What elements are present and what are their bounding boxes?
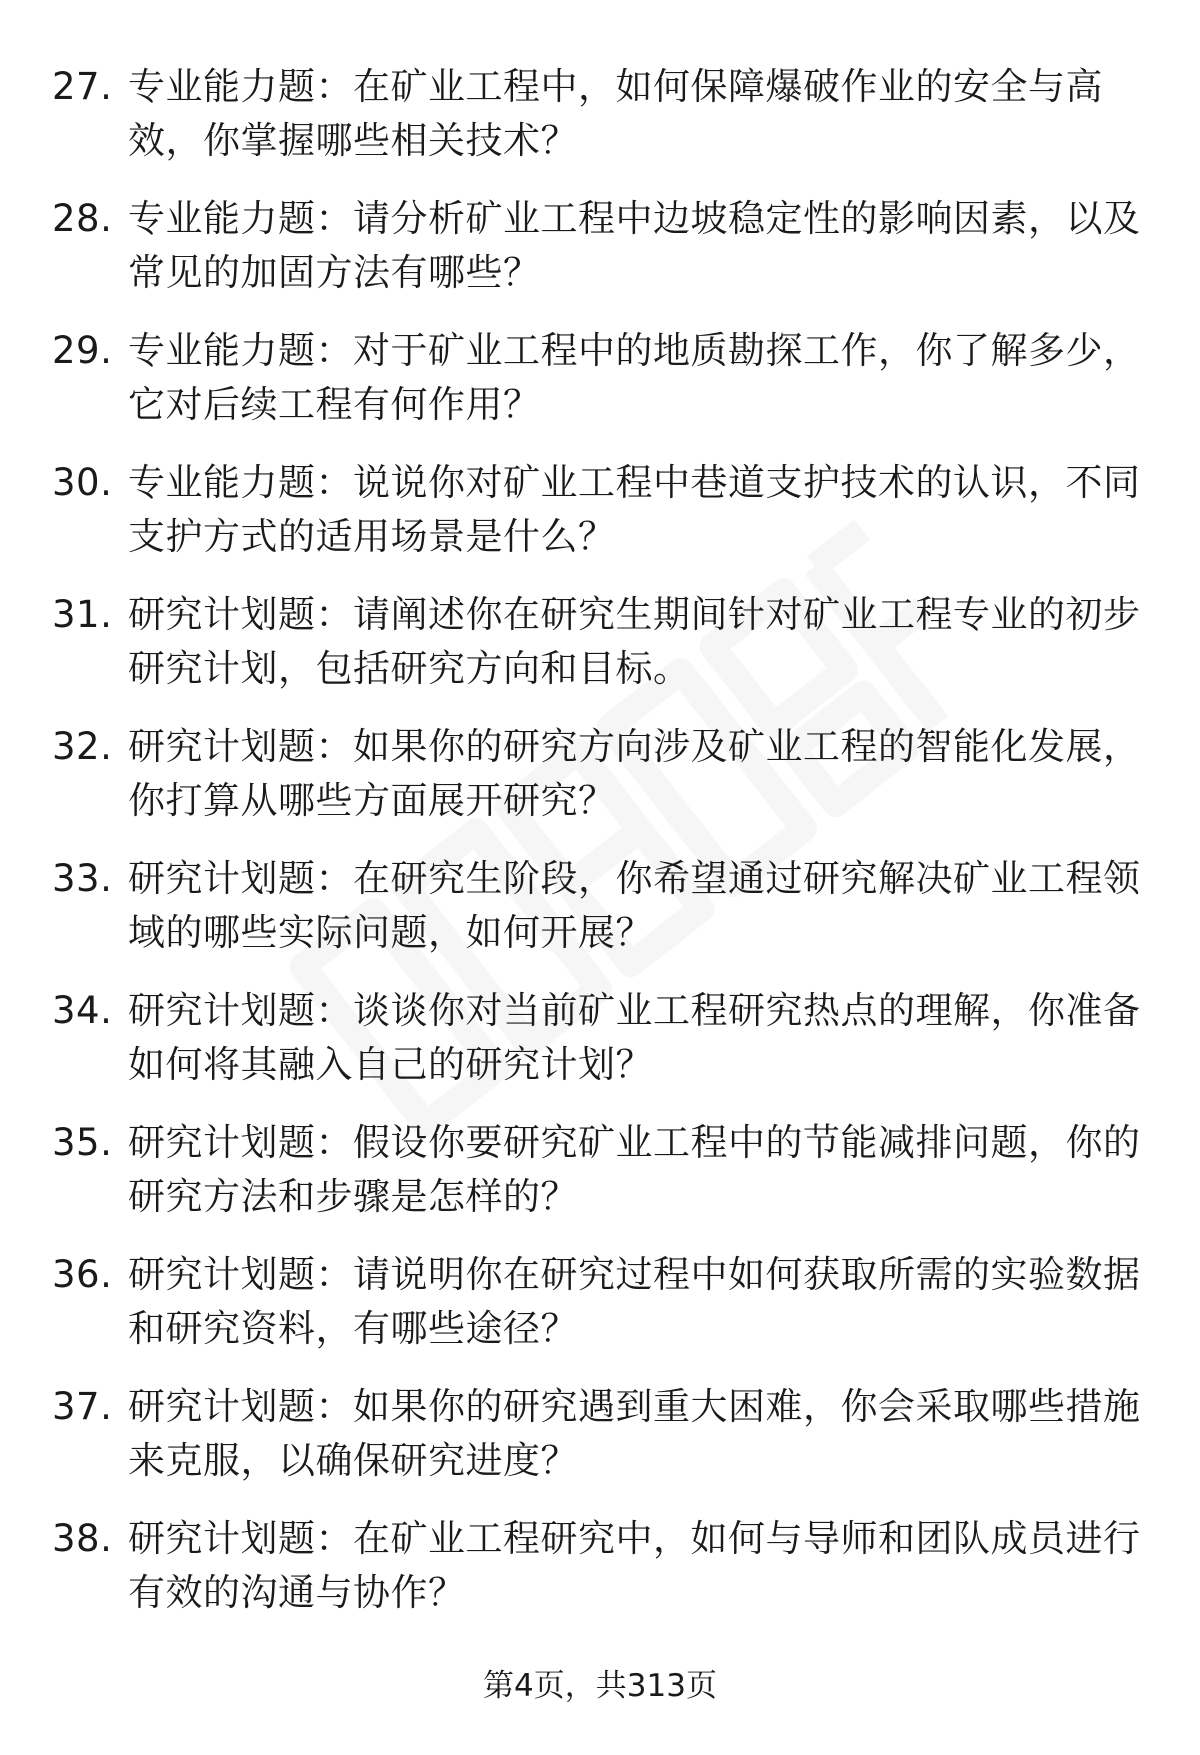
question-item bbox=[0, 1236, 1200, 1368]
question-item bbox=[0, 840, 1200, 972]
question-number: 35. bbox=[52, 1121, 113, 1164]
question-text: 专业能力题：在矿业工程中，如何保障爆破作业的安全与高效，你掌握哪些相关技术？ bbox=[128, 65, 1103, 162]
question-number: 30. bbox=[52, 461, 113, 504]
question-item bbox=[0, 708, 1200, 840]
question-number: 31. bbox=[52, 593, 113, 636]
question-number: 27. bbox=[52, 65, 113, 108]
question-text: 研究计划题：假设你要研究矿业工程中的节能减排问题，你的研究方法和步骤是怎样的？ bbox=[128, 1121, 1141, 1218]
question-text: 研究计划题：如果你的研究遇到重大困难，你会采取哪些措施来克服，以确保研究进度？ bbox=[128, 1385, 1141, 1482]
question-text: 研究计划题：在矿业工程研究中，如何与导师和团队成员进行有效的沟通与协作？ bbox=[128, 1517, 1141, 1614]
question-item bbox=[0, 48, 1200, 180]
question-number: 36. bbox=[52, 1253, 113, 1296]
question-number: 29. bbox=[52, 329, 113, 372]
question-item bbox=[0, 576, 1200, 708]
question-item bbox=[0, 1368, 1200, 1500]
question-text: 专业能力题：说说你对矿业工程中巷道支护技术的认识，不同支护方式的适用场景是什么？ bbox=[128, 461, 1141, 558]
question-text: 专业能力题：请分析矿业工程中边坡稳定性的影响因素，以及常见的加固方法有哪些？ bbox=[128, 197, 1141, 294]
question-number: 32. bbox=[52, 725, 113, 768]
question-item bbox=[0, 180, 1200, 312]
question-text: 研究计划题：请阐述你在研究生期间针对矿业工程专业的初步研究计划，包括研究方向和目标。 bbox=[128, 593, 1141, 690]
page-footer: 第4页，共313页 bbox=[483, 1668, 717, 1704]
question-list bbox=[0, 48, 1200, 1632]
question-text: 专业能力题：对于矿业工程中的地质勘探工作，你了解多少，它对后续工程有何作用？ bbox=[128, 329, 1141, 426]
question-item bbox=[0, 444, 1200, 576]
question-number: 37. bbox=[52, 1385, 113, 1428]
question-item bbox=[0, 972, 1200, 1104]
question-number: 38. bbox=[52, 1517, 113, 1560]
question-item bbox=[0, 312, 1200, 444]
question-number: 34. bbox=[52, 989, 113, 1032]
question-text: 研究计划题：谈谈你对当前矿业工程研究热点的理解，你准备如何将其融入自己的研究计划？ bbox=[128, 989, 1141, 1086]
question-number: 33. bbox=[52, 857, 113, 900]
question-item bbox=[0, 1500, 1200, 1632]
question-number: 28. bbox=[52, 197, 113, 240]
question-text: 研究计划题：请说明你在研究过程中如何获取所需的实验数据和研究资料，有哪些途径？ bbox=[128, 1253, 1141, 1350]
question-text: 研究计划题：在研究生阶段，你希望通过研究解决矿业工程领域的哪些实际问题，如何开展？ bbox=[128, 857, 1141, 954]
question-text: 研究计划题：如果你的研究方向涉及矿业工程的智能化发展，你打算从哪些方面展开研究？ bbox=[128, 725, 1141, 822]
question-item bbox=[0, 1104, 1200, 1236]
